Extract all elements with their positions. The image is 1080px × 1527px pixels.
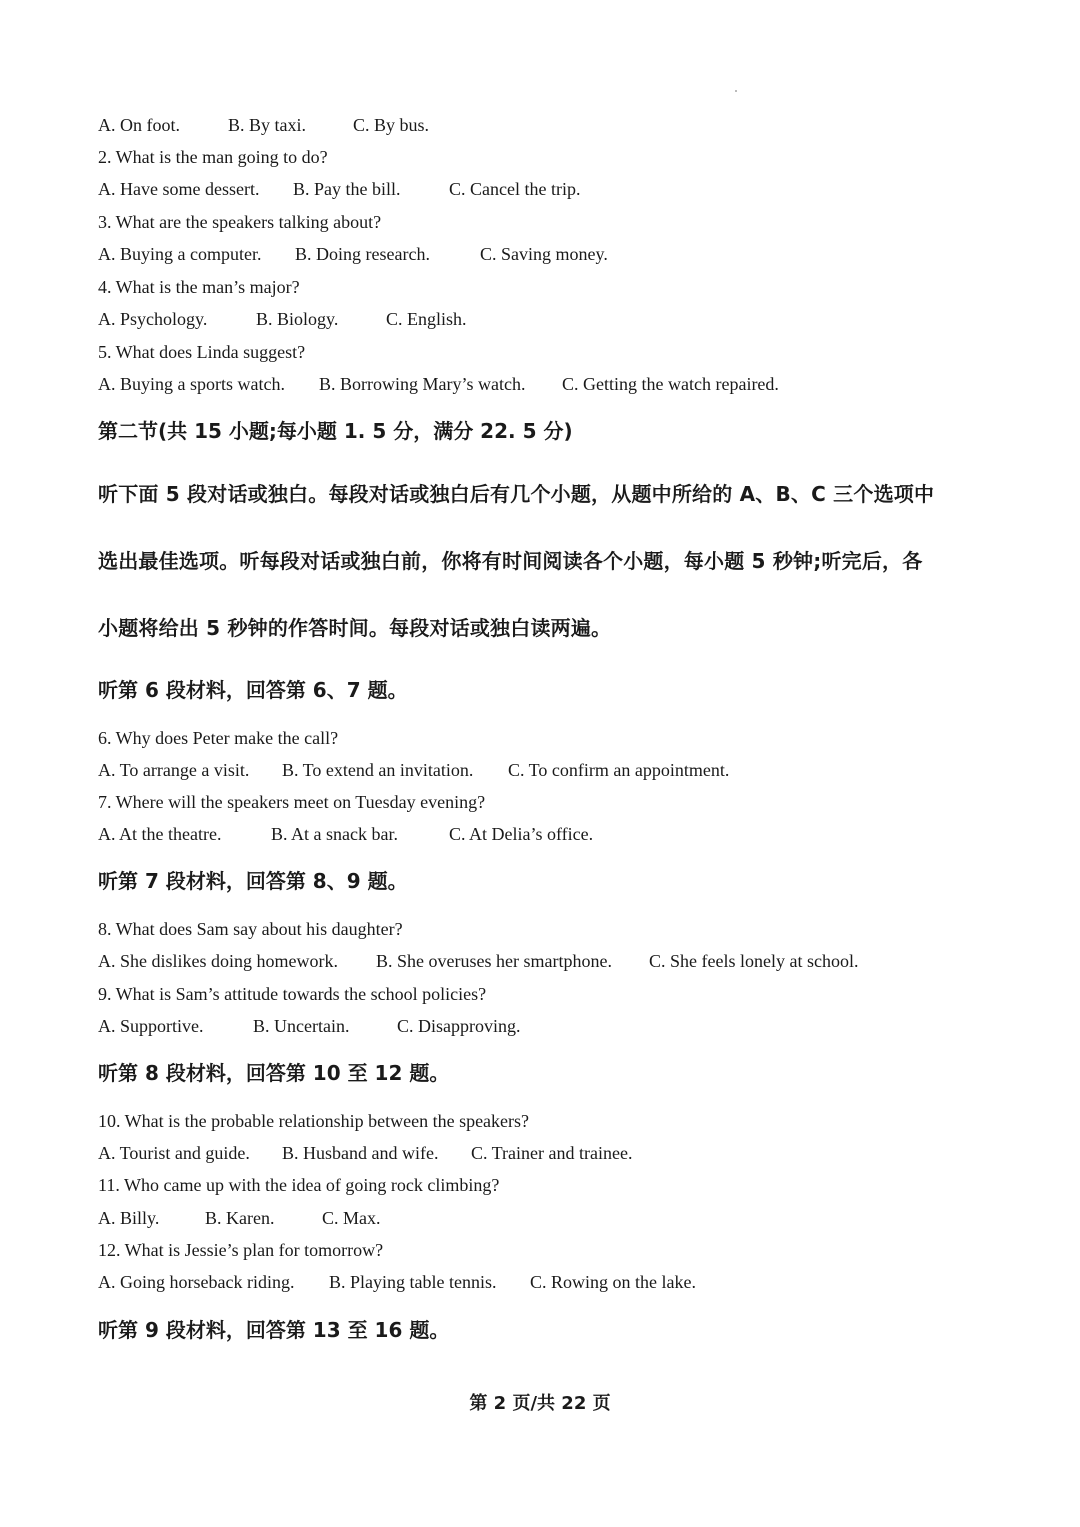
section-intro-line: 选出最佳选项。听每段对话或独白前，你将有时间阅读各个小题，每小题 5 秒钟;听完后，各 [98,549,923,573]
section-intro-line: 听下面 5 段对话或独白。每段对话或独白后有几个小题，从题中所给的 A、B、C 三个选项中 [98,482,935,506]
option: C. At Delia’s office. [449,824,594,844]
option: C. Max. [322,1208,381,1228]
question-3: 3. What are the speakers talking about? [98,212,382,232]
option: C. Getting the watch repaired. [562,374,779,394]
passage-heading: 听第 8 段材料，回答第 10 至 12 题。 [98,1061,450,1085]
question-6: 6. Why does Peter make the call? [98,728,339,748]
option: A. To arrange a visit. [98,760,250,780]
option: A. Supportive. [98,1016,204,1036]
question-5: 5. What does Linda suggest? [98,342,306,362]
question-4: 4. What is the man’s major? [98,277,300,297]
question-2: 2. What is the man going to do? [98,147,328,167]
scan-speck [735,90,737,92]
option: B. Karen. [205,1208,275,1228]
question-8: 8. What does Sam say about his daughter? [98,919,403,939]
option: A. Billy. [98,1208,160,1228]
question-9: 9. What is Sam’s attitude towards the school policies? [98,984,487,1004]
option: B. Playing table tennis. [329,1272,497,1292]
option: A. She dislikes doing homework. [98,951,338,971]
section-title: 第二节(共 15 小题;每小题 1. 5 分，满分 22. 5 分) [98,419,573,443]
option: C. By bus. [353,115,430,135]
option: A. Going horseback riding. [98,1272,295,1292]
question-7: 7. Where will the speakers meet on Tuesday evening? [98,792,486,812]
option: C. Cancel the trip. [449,179,581,199]
option: B. By taxi. [228,115,307,135]
section-intro-line: 小题将给出 5 秒钟的作答时间。每段对话或独白读两遍。 [98,616,612,640]
option: C. English. [386,309,467,329]
option: B. Pay the bill. [293,179,401,199]
option: B. At a snack bar. [271,824,398,844]
option: C. Saving money. [480,244,608,264]
option: A. At the theatre. [98,824,222,844]
question-10: 10. What is the probable relationship between the speakers? [98,1111,530,1131]
option: A. Have some dessert. [98,179,260,199]
option: C. Rowing on the lake. [530,1272,696,1292]
passage-heading: 听第 7 段材料，回答第 8、9 题。 [98,869,408,893]
option: A. On foot. [98,115,180,135]
option: B. Biology. [256,309,339,329]
option: A. Buying a sports watch. [98,374,285,394]
question-11: 11. Who came up with the idea of going rock climbing? [98,1175,500,1195]
option: C. Disapproving. [397,1016,521,1036]
option: A. Psychology. [98,309,208,329]
option: B. She overuses her smartphone. [376,951,612,971]
question-12: 12. What is Jessie’s plan for tomorrow? [98,1240,384,1260]
option: A. Buying a computer. [98,244,262,264]
option: C. She feels lonely at school. [649,951,859,971]
option: C. To confirm an appointment. [508,760,730,780]
option: B. Borrowing Mary’s watch. [319,374,526,394]
option: B. Doing research. [295,244,430,264]
page-number: 第 2 页/共 22 页 [469,1393,611,1414]
passage-heading: 听第 9 段材料，回答第 13 至 16 题。 [98,1318,450,1342]
option: B. Husband and wife. [282,1143,439,1163]
option: B. Uncertain. [253,1016,350,1036]
option: B. To extend an invitation. [282,760,474,780]
option: A. Tourist and guide. [98,1143,250,1163]
option: C. Trainer and trainee. [471,1143,633,1163]
passage-heading: 听第 6 段材料，回答第 6、7 题。 [98,678,408,702]
